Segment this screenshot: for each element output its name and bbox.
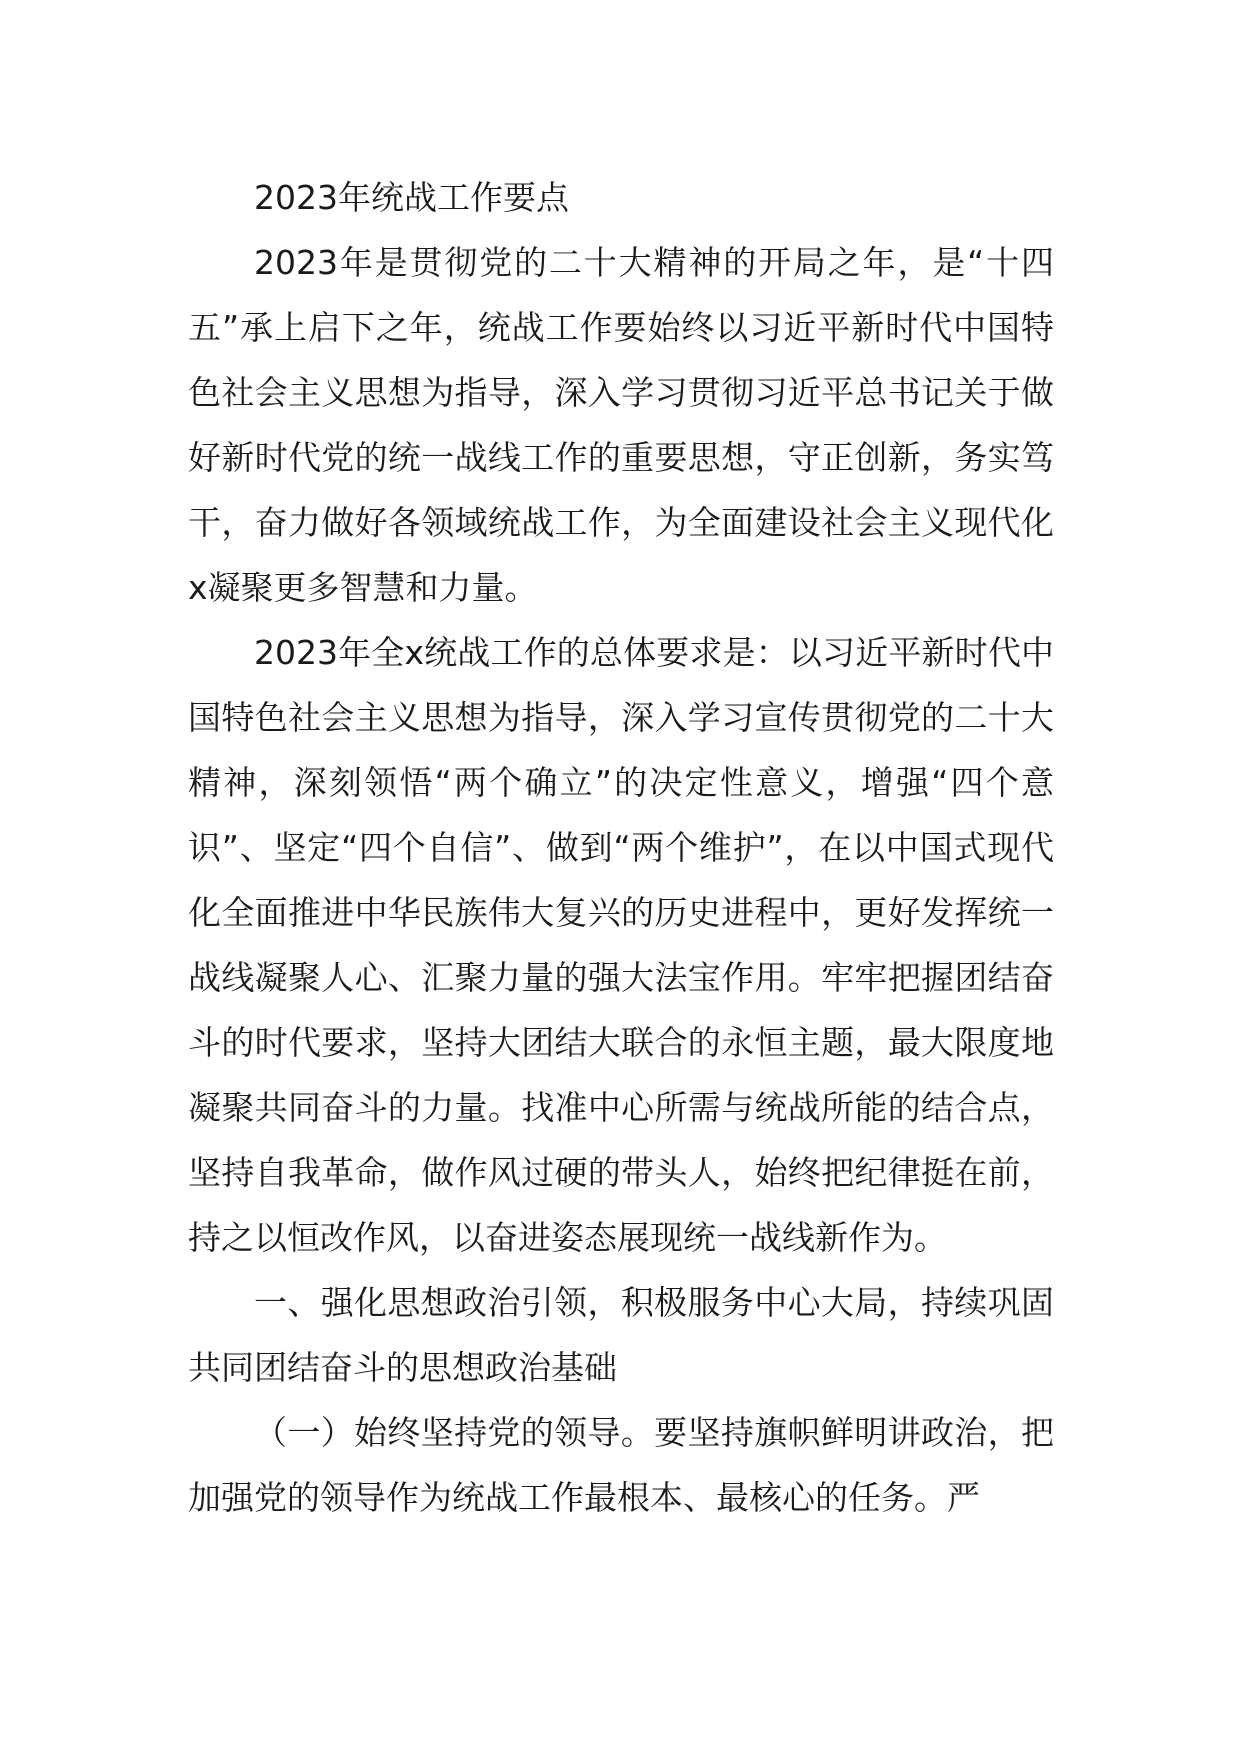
paragraph-overall-requirements: 2023年全x统战工作的总体要求是：以习近平新时代中国特色社会主义思想为指导，深入学习宣传贯彻党的二十大精神，深刻领悟“两个确立”的决定性意义，增强“四个意识”、坚定“四个自信”、做到“两个维护”，在以中国式现代化全面推进中华民族伟大复兴的历史进程中，更好发挥统一战线凝聚人心、汇聚力量的强大法宝作用。牢牢把握团结奋斗的时代要求，坚持大团结大联合的永恒主题，最大限度地凝聚共同奋斗的力量。找准中心所需与统战所能的结合点，坚持自我革命，做作风过硬的带头人，始终把纪律挺在前，持之以恒改作风，以奋进姿态展现统一战线新作为。 (188, 633, 1054, 1257)
paragraph-subsection-1: （一）始终坚持党的领导。要坚持旗帜鲜明讲政治，把加强党的领导作为统战工作最根本、最核心的任务。严 (188, 1413, 1054, 1517)
document-title: 2023年统战工作要点 (254, 178, 569, 217)
paragraph-intro: 2023年是贯彻党的二十大精神的开局之年，是“十四五”承上启下之年，统战工作要始终以习近平新时代中国特色社会主义思想为指导，深入学习贯彻习近平总书记关于做好新时代党的统一战线工作的重要思想，守正创新，务实笃干，奋力做好各领域统战工作，为全面建设社会主义现代化x凝聚更多智慧和力量。 (188, 243, 1054, 607)
document-body (188, 165, 1054, 1530)
section-heading-1: 一、强化思想政治引领，积极服务中心大局，持续巩固共同团结奋斗的思想政治基础 (188, 1283, 1054, 1387)
